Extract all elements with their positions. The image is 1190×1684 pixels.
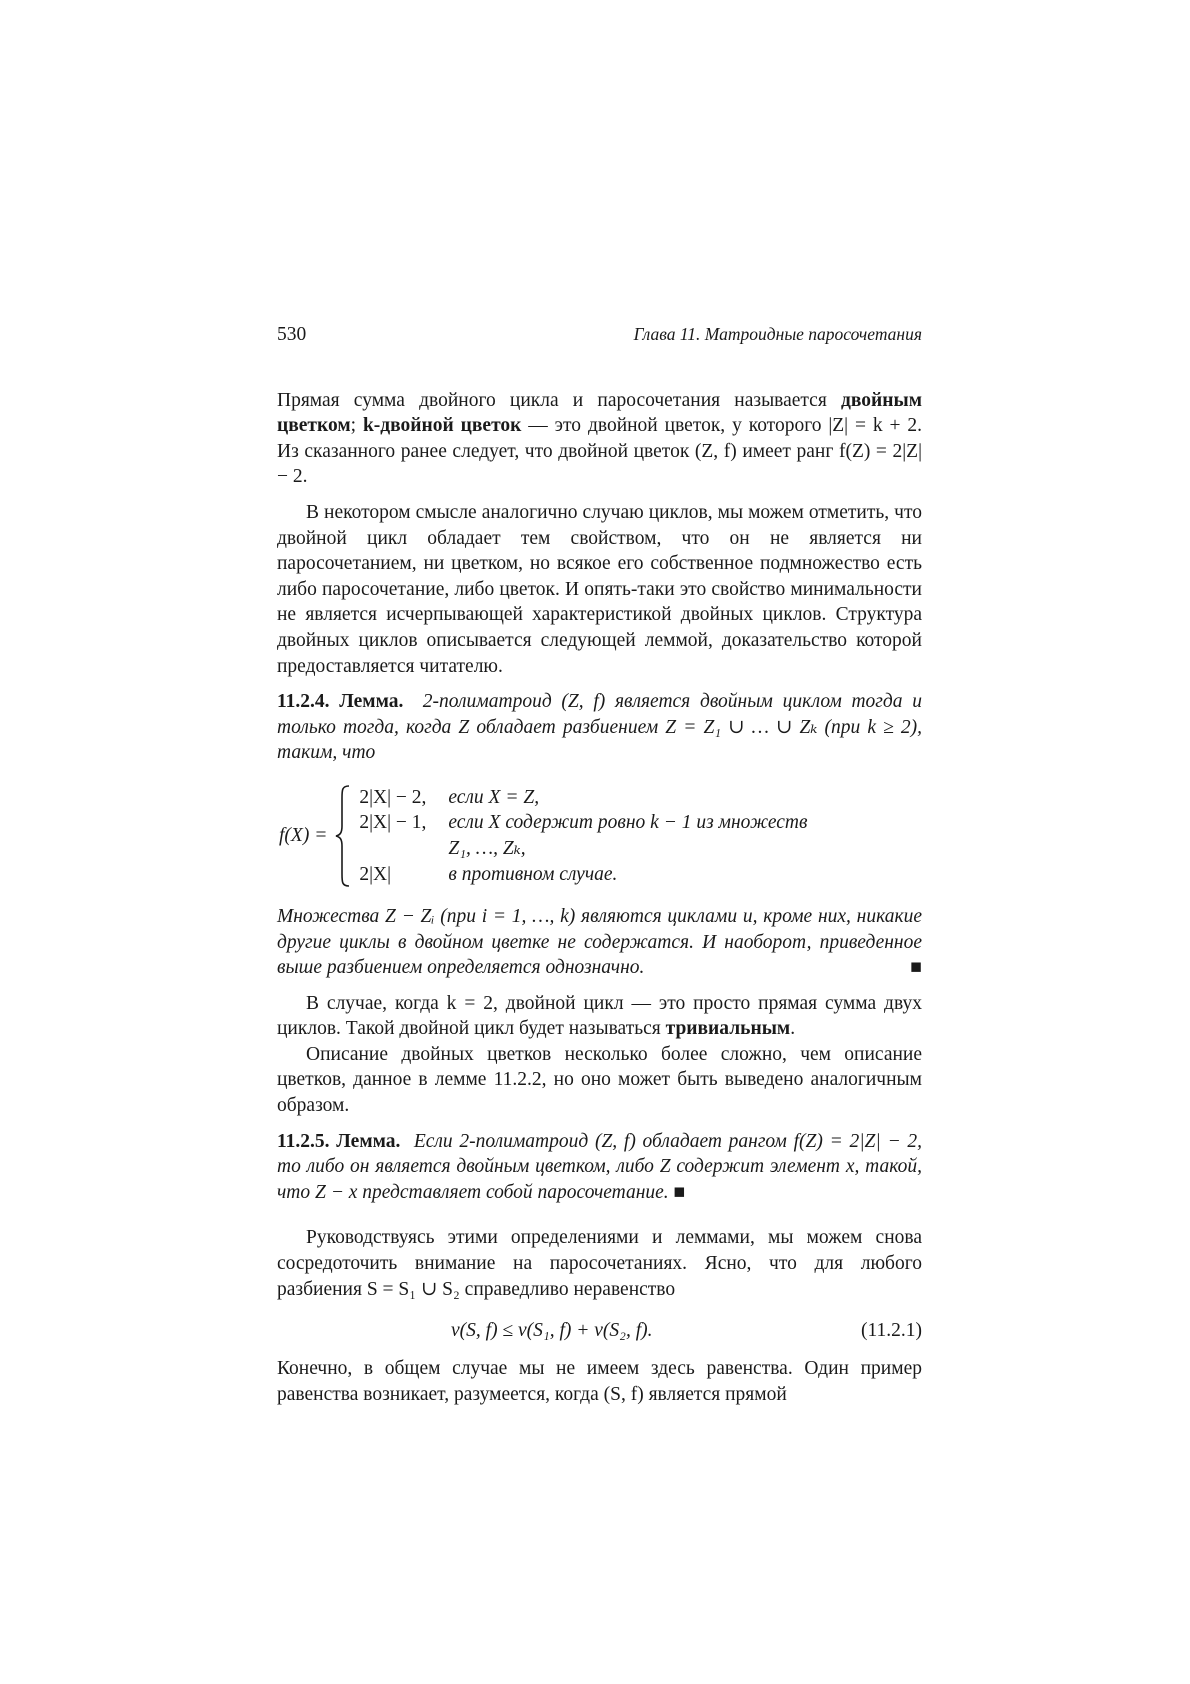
case-condition: Z₁, …, Zₖ, <box>448 837 526 859</box>
lemma-heading: 11.2.4. Лемма. <box>277 691 404 713</box>
paragraph-trivial <box>277 991 922 1042</box>
lemma-statement: Если 2-полиматроид (Z, f) обладает рангом f(Z) = 2|Z| − 2, то либо он является двойным цветком, либо Z содержит элемент x, такой, что Z − x представляет собой паросочетание. <box>277 1130 922 1203</box>
case-condition: в противном случае. <box>448 863 618 885</box>
lemma-11-2-5 <box>277 1129 922 1206</box>
lemma-11-2-4 <box>277 689 922 766</box>
case-row <box>359 862 807 888</box>
lemma-statement: 2-полиматроид (Z, f) является двойным циклом тогда и только тогда, когда Z обладает разбиением Z = Z₁ ∪ … ∪ Zₖ (при k ≥ 2), таким, что <box>277 691 922 764</box>
book-page <box>277 322 922 1407</box>
running-title: Глава 11. Матроидные паросочетания <box>633 324 922 344</box>
case-value: 2|X| − 2, <box>359 786 427 808</box>
paragraph-double-blossom-definition <box>277 388 922 490</box>
qed-mark: ■ <box>910 957 922 979</box>
paragraph-double-blossom-description: Описание двойных цветков несколько более сложно, чем описание цветков, данное в лемме 11.2.2, но оно может быть выведено аналогичным образом. <box>277 1043 922 1117</box>
text-run: . <box>790 1018 796 1040</box>
case-row <box>359 836 807 862</box>
equation-formula: ν(S, f) ≤ ν(S₁, f) + ν(S₂, f). <box>451 1320 653 1342</box>
paragraph-equality-example: Конечно, в общем случае мы не имеем здесь равенства. Один пример равенства возникает, разумеется, когда (S, f) является прямой <box>277 1358 922 1405</box>
qed-mark: ■ <box>673 1181 686 1203</box>
lemma-text: Множества Z − Zᵢ (при i = 1, …, k) являются циклами и, кроме них, никакие другие циклы в двойном цветке не содержатся. И наоборот, приведенное выше разбиением определяется однозначно. <box>277 905 922 979</box>
case-value: 2|X| − 1, <box>359 812 427 834</box>
term-trivial: тривиальным <box>665 1018 791 1040</box>
page-header <box>277 322 922 348</box>
text-run: Прямая сумма двойного цикла и паросочетания называется <box>277 389 841 411</box>
left-brace <box>335 784 351 888</box>
formula-lhs: f(X) = <box>279 825 328 847</box>
lemma-heading: 11.2.5. Лемма. <box>277 1130 401 1152</box>
equation-number: (11.2.1) <box>860 1320 922 1342</box>
term-double-blossom: двойным цветком <box>277 389 922 437</box>
text-run: В случае, когда k = 2, двойной цикл — это просто прямая сумма двух циклов. Такой двойной цикл будет называться <box>277 992 922 1040</box>
page-number: 530 <box>277 324 307 345</box>
cases-table <box>359 785 807 887</box>
text-run: — это двойной цветок, у которого |Z| = k + 2. Из сказанного ранее следует, что двойной цветок (Z, f) имеет ранг f(Z) = 2|Z| − 2. <box>277 415 922 488</box>
case-row <box>359 810 807 836</box>
term-k-double-blossom: k-двойной цветок <box>362 415 522 437</box>
cases-formula <box>279 782 922 890</box>
case-condition: если X = Z, <box>448 786 540 808</box>
display-equation <box>277 1312 922 1350</box>
case-value <box>359 836 448 862</box>
lemma-11-2-4-continuation <box>277 904 922 981</box>
paragraph-minimality: В некотором смысле аналогично случаю циклов, мы можем отметить, что двойной цикл обладает тем свойством, что он не является ни паросочетанием, ни цветком, но всякое его собственное подмножество есть либо паросочетание, либо цветок. И опять-таки это свойство минимальности не является исчерпывающей характеристикой двойных циклов. Структура двойных циклов описывается следующей леммой, доказательство которой предоставляется читателю. <box>277 501 922 677</box>
case-condition: если X содержит ровно k − 1 из множеств <box>448 812 808 834</box>
paragraph-partition-inequality: Руководствуясь этими определениями и леммами, мы можем снова сосредоточить внимание на паросочетаниях. Ясно, что для любого разбиения S = S₁ ∪ S₂ справедливо неравенство <box>277 1227 922 1300</box>
case-row <box>359 785 807 811</box>
case-value: 2|X| <box>359 863 391 885</box>
text-run: ; <box>350 415 363 437</box>
